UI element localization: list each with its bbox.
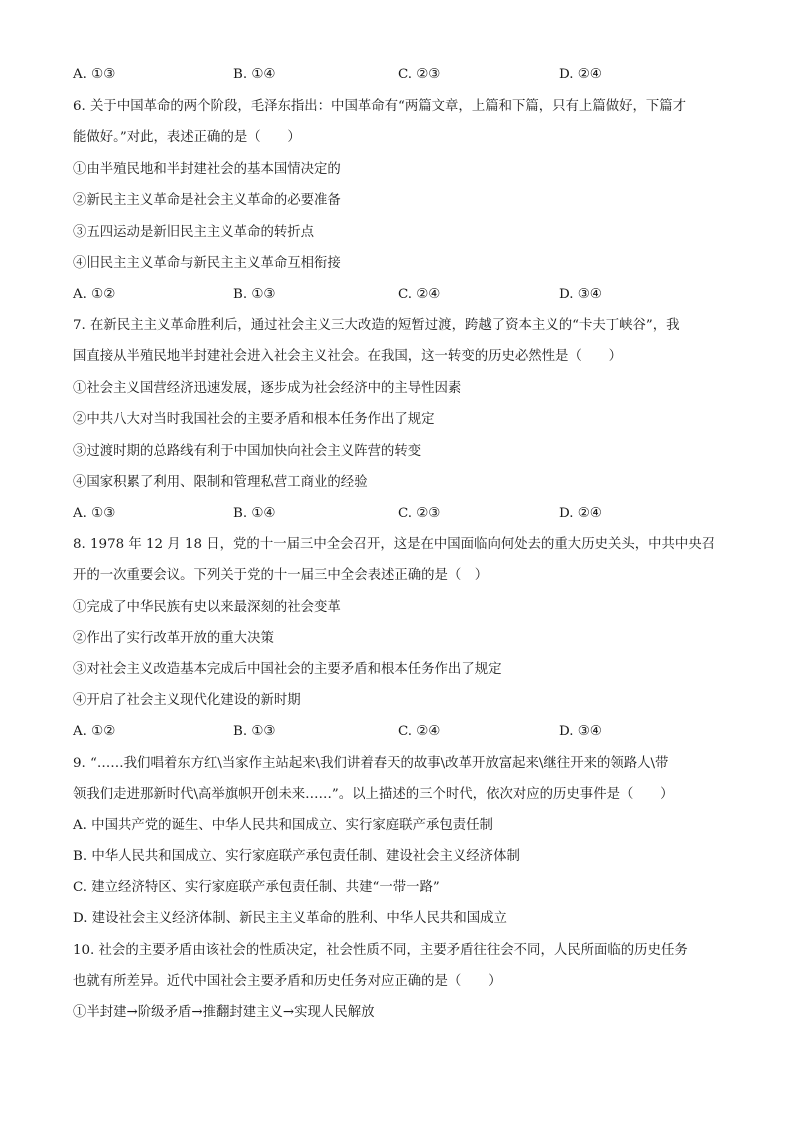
q9-option-a[interactable]: A. 中国共产党的诞生、中华人民共和国成立、实行家庭联产承包责任制 (73, 818, 493, 833)
q7-stem-line-2: 国直接从半殖民地半封建社会进入社会主义社会。在我国，这一转变的历史必然性是（ ） (73, 349, 623, 364)
q7-options (0, 505, 794, 523)
q9-option-d[interactable]: D. 建设社会主义经济体制、新民主主义革命的胜利、中华人民共和国成立 (73, 911, 507, 926)
q7-item-2: ②中共八大对当时我国社会的主要矛盾和根本任务作出了规定 (73, 412, 435, 427)
q8-option-c[interactable]: C. ②④ (398, 724, 441, 739)
q7-item-1: ①社会主义国营经济迅速发展，逐步成为社会经济中的主导性因素 (73, 381, 462, 396)
q5-option-b[interactable]: B. ①④ (233, 67, 276, 82)
q8-option-d[interactable]: D. ③④ (559, 724, 602, 739)
q6-item-4: ④旧民主主义革命与新民主主义革命互相衔接 (73, 256, 341, 271)
q7-item-3: ③过渡时期的总路线有利于中国加快向社会主义阵营的转变 (73, 444, 422, 459)
q7-option-d[interactable]: D. ②④ (559, 506, 602, 521)
q8-options (0, 723, 794, 741)
q5-option-a[interactable]: A. ①③ (73, 67, 116, 82)
q8-stem-line-1: 8. 1978 年 12 月 18 日，党的十一届三中全会召开，这是在中国面临向何处去的重大历史关头，中共中央召 (73, 537, 716, 552)
q7-option-a[interactable]: A. ①③ (73, 506, 116, 521)
q9-option-b[interactable]: B. 中华人民共和国成立、实行家庭联产承包责任制、建设社会主义经济体制 (73, 849, 520, 864)
q7-stem-line-1: 7. 在新民主主义革命胜利后，通过社会主义三大改造的短暂过渡，跨越了资本主义的“卡夫丁峡谷”，我 (73, 318, 680, 333)
q6-option-a[interactable]: A. ①② (73, 287, 116, 302)
q6-item-1: ①由半殖民地和半封建社会的基本国情决定的 (73, 162, 341, 177)
q6-option-d[interactable]: D. ③④ (559, 287, 602, 302)
q9-stem-line-2: 领我们走进那新时代\高举旗帜开创未来……”。以上描述的三个时代，依次对应的历史事件是（ ） (73, 787, 674, 802)
q8-item-1: ①完成了中华民族有史以来最深刻的社会变革 (73, 600, 341, 615)
q8-item-4: ④开启了社会主义现代化建设的新时期 (73, 693, 301, 708)
q6-stem-line-1: 6. 关于中国革命的两个阶段，毛泽东指出：中国革命有“两篇文章，上篇和下篇，只有上篇做好，下篇才 (73, 99, 687, 114)
q8-item-2: ②作出了实行改革开放的重大决策 (73, 631, 274, 646)
q8-stem-line-2: 开的一次重要会议。下列关于党的十一届三中全会表述正确的是（ ） (73, 568, 489, 583)
q7-option-b[interactable]: B. ①④ (233, 506, 276, 521)
q6-option-c[interactable]: C. ②④ (398, 287, 441, 302)
q6-item-3: ③五四运动是新旧民主主义革命的转折点 (73, 225, 315, 240)
q6-options (0, 286, 794, 304)
q9-option-c[interactable]: C. 建立经济特区、实行家庭联产承包责任制、共建“一带一路” (73, 880, 440, 895)
q10-item-1: ①半封建→阶级矛盾→推翻封建主义→实现人民解放 (73, 1005, 375, 1020)
q8-option-b[interactable]: B. ①③ (233, 724, 276, 739)
q10-stem-line-2: 也就有所差异。近代中国社会主要矛盾和历史任务对应正确的是（ ） (73, 974, 502, 989)
q6-item-2: ②新民主主义革命是社会主义革命的必要准备 (73, 193, 341, 208)
q5-option-d[interactable]: D. ②④ (559, 67, 602, 82)
q5-options (0, 66, 794, 84)
q7-item-4: ④国家积累了利用、限制和管理私营工商业的经验 (73, 475, 368, 490)
q7-option-c[interactable]: C. ②③ (398, 506, 441, 521)
q8-option-a[interactable]: A. ①② (73, 724, 116, 739)
q6-stem-line-2: 能做好。”对此，表述正确的是（ ） (73, 130, 301, 145)
q6-option-b[interactable]: B. ①③ (233, 287, 276, 302)
q8-item-3: ③对社会主义改造基本完成后中国社会的主要矛盾和根本任务作出了规定 (73, 662, 502, 677)
q10-stem-line-1: 10. 社会的主要矛盾由该社会的性质决定，社会性质不同，主要矛盾往往会不同，人民所面临的历史任务 (73, 943, 688, 958)
q9-stem-line-1: 9. “……我们唱着东方红\当家作主站起来\我们讲着春天的故事\改革开放富起来\继往开来的领路人\带 (73, 756, 669, 771)
q5-option-c[interactable]: C. ②③ (398, 67, 441, 82)
